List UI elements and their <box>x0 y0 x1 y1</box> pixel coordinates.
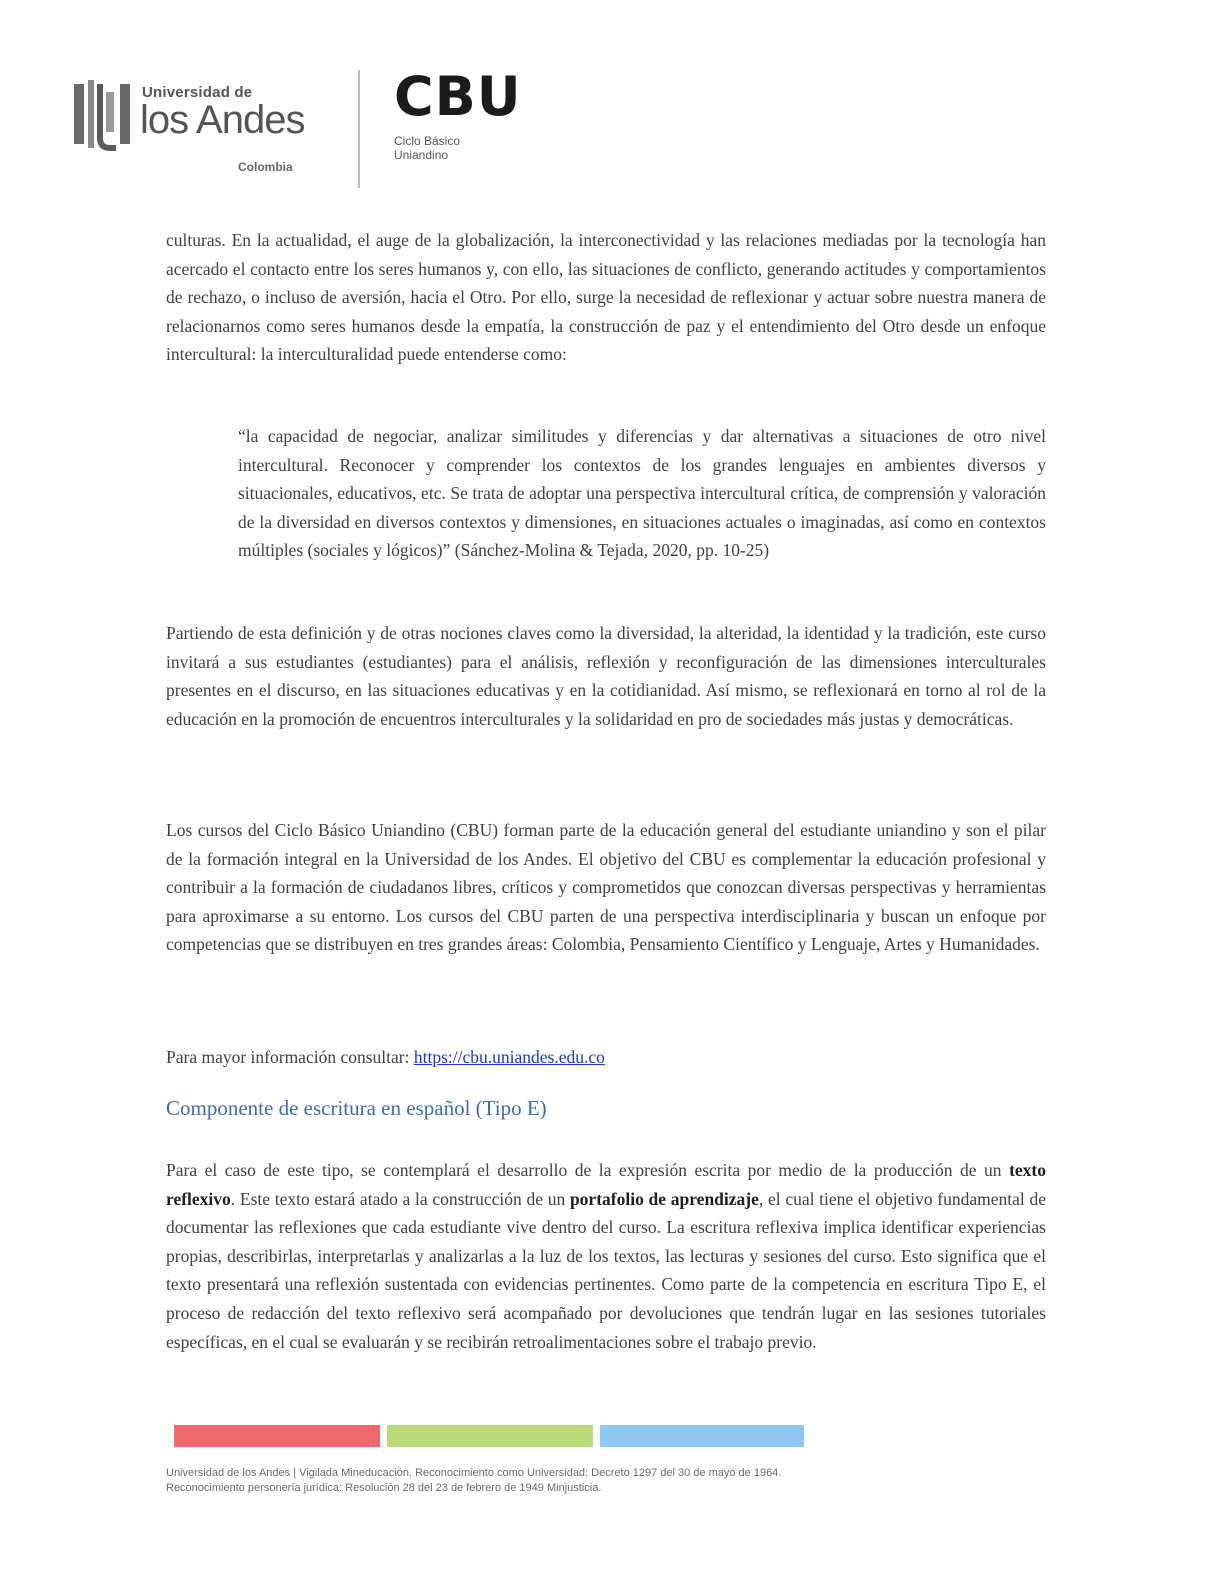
footer-line2: Reconocimiento personería jurídica: Resolución 28 del 23 de febrero de 1949 Minjusticia. <box>166 1482 602 1494</box>
footer-bar-green <box>387 1425 593 1447</box>
page-footer <box>166 1466 986 1496</box>
uniandes-emblem-icon <box>72 78 134 152</box>
paragraph-cbu: Los cursos del Ciclo Básico Uniandino (CBU) forman parte de la educación general del estudiante uniandino y son el pilar de la formación integral en la Universidad de los Andes. El objetivo del CBU es complementar la educación profesional y contribuir a la formación de ciudadanos libres, críticos y comprometidos que conozcan diversas perspectivas y herramientas para aproximarse a su entorno. Los cursos del CBU parten de una perspectiva interdisciplinaria y buscan un enfoque por competencias que se distribuyen en tres grandes áreas: Colombia, Pensamiento Científico y Lenguaje, Artes y Humanidades. <box>166 820 1046 955</box>
section-heading: Componente de escritura en español (Tipo E) <box>166 1096 547 1120</box>
writing-text-c: . Este texto estará atado a la construcción de un <box>230 1188 570 1209</box>
page-header <box>72 65 552 190</box>
writing-bold-reflexive-text: texto reflexivo <box>166 1160 1046 1209</box>
uniandes-logo <box>72 78 322 178</box>
block-quote: “la capacidad de negociar, analizar similitudes y diferencias y dar alternativas a situaciones de otro nivel intercultural. Reconocer y comprender los contextos de los grandes lenguajes en ambientes diversos y situacionales, educativos, etc. Se trata de adoptar una perspectiva intercultural crítica, de comprensión y valoración de la diversidad en diversos contextos y dimensiones, en situaciones actuales o imaginadas, así como en contextos múltiples (sociales y lógicos)” (Sánchez-Molina & Tejada, 2020, pp. 10-25) <box>238 426 1046 561</box>
cbu-subtitle-line1: Ciclo Básico <box>394 134 461 148</box>
cbu-subtitle-line2: Uniandino <box>394 148 449 162</box>
cbu-website-link[interactable]: https://cbu.uniandes.edu.co <box>413 1047 605 1067</box>
university-name-line1: Universidad de <box>142 84 253 101</box>
footer-bar-red <box>174 1425 380 1447</box>
writing-bold-portfolio: portafolio de aprendizaje <box>569 1188 759 1209</box>
paragraph-definition: Partiendo de esta definición y de otras nociones claves como la diversidad, la alteridad, la identidad y la tradición, este curso invitará a sus estudiantes (estudiantes) para el análisis, reflexión y reconfiguración de las dimensiones interculturales presentes en el discurso, en las situaciones educativas y en la cotidianidad. Así mismo, se reflexionará en torno al rol de la educación en la promoción de encuentros interculturales y la solidaridad en pro de sociedades más justas y democráticas. <box>166 623 1046 729</box>
cbu-subtitle <box>394 134 522 162</box>
logo-divider <box>358 70 360 188</box>
paragraph-writing-component <box>166 1156 1046 1356</box>
cbu-logo <box>394 65 522 162</box>
paragraph-intro: culturas. En la actualidad, el auge de la globalización, la interconectividad y las relaciones mediadas por la tecnología han acercado el contacto entre los seres humanos y, con ello, las situaciones de conflicto, generando actitudes y comportamientos de rechazo, o incluso de aversión, hacia el Otro. Por ello, surge la necesidad de reflexionar y actuar sobre nuestra manera de relacionarnos como seres humanos desde la empatía, la construcción de paz y el entendimiento del Otro desde un enfoque intercultural: la interculturalidad puede entenderse como: <box>166 230 1046 365</box>
paragraph-more-info <box>166 1043 1046 1072</box>
university-country: Colombia <box>238 160 293 174</box>
university-name-line2: los Andes <box>140 98 305 142</box>
cbu-title: CBU <box>394 65 522 128</box>
more-info-label: Para mayor información consultar: <box>166 1047 414 1067</box>
footer-line1: Universidad de los Andes | Vigilada Mineducación. Reconocimiento como Universidad: Decreto 1297 del 30 de mayo de 1964. <box>166 1467 782 1479</box>
writing-text-e: , el cual tiene el objetivo fundamental de documentar las reflexiones que cada estudiante vive dentro del curso. La escritura reflexiva implica identificar experiencias propias, describirlas, interpretarlas y analizarlas a la luz de los textos, las lecturas y sesiones del curso. Esto significa que el texto presentará una reflexión sustentada con evidencias pertinentes. Como parte de la competencia en escritura Tipo E, el proceso de redacción del texto reflexivo será acompañado por devoluciones que tendrán lugar en las sesiones tutoriales específicas, en el cual se evaluarán y se recibirán retroalimentaciones sobre el trabajo previo. <box>166 1188 1046 1352</box>
footer-bar-blue <box>600 1425 804 1447</box>
writing-text-a: Para el caso de este tipo, se contemplará el desarrollo de la expresión escrita por medio de la producción de un <box>166 1160 1010 1180</box>
